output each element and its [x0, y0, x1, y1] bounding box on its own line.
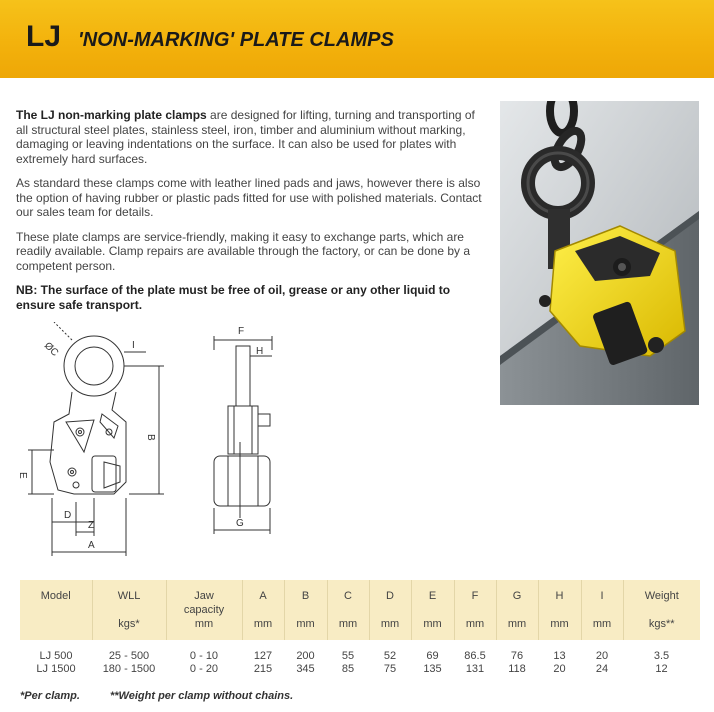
header-line: mm [465, 618, 485, 630]
table-cell: 131 [454, 663, 496, 676]
header-line: kgs** [648, 618, 675, 630]
header-cell [327, 580, 369, 640]
table-body [20, 640, 700, 686]
header-line: B [301, 590, 310, 602]
table-cell: 127 [242, 650, 284, 663]
table-cell: 52 [369, 650, 411, 663]
header-line: I [600, 590, 604, 602]
header-line: D [386, 590, 394, 602]
table-cell: 69 [411, 650, 454, 663]
header-line: Jaw [194, 590, 214, 602]
header-line: mm [507, 618, 527, 630]
header-line: mm [550, 618, 569, 630]
page-title: 'NON-MARKING' PLATE CLAMPS [78, 29, 394, 51]
header-line: mm [592, 618, 612, 630]
header-line [582, 604, 623, 618]
pads-paragraph: As standard these clamps come with leather lined pads and jaws, however there is also the option of having rubber or plastic pads fitted for use with polished materials. Contact our sales team for details. [16, 176, 482, 219]
dim-g-label: G [236, 518, 244, 529]
service-paragraph: These plate clamps are service-friendly, making it easy to exchange parts, which are readily available. Clamp repairs are available through the factory, or can be done by a competent person. [16, 229, 471, 273]
data-rows [20, 650, 700, 676]
header-line: Weight [644, 590, 679, 602]
header-cell [581, 580, 623, 640]
dim-f-label: F [238, 326, 245, 337]
product-code: LJ [26, 20, 62, 53]
product-photo [500, 101, 699, 405]
table-cell: LJ 500 [20, 650, 92, 663]
header-cell [92, 580, 166, 640]
header-cell [454, 580, 496, 640]
dim-d-label: D [64, 510, 72, 521]
header-cell [623, 580, 700, 640]
dim-i-label: I [132, 340, 135, 351]
front-view-drawing [14, 322, 194, 562]
header-line [539, 604, 581, 618]
header-cell [242, 580, 284, 640]
table-cell: 0 - 10 [166, 650, 242, 663]
header-line: C [344, 590, 352, 602]
spec-table [20, 580, 700, 686]
header-line [20, 618, 92, 632]
table-header-row [20, 580, 700, 640]
header-cell [284, 580, 327, 640]
header-line [243, 604, 284, 618]
header-line: mm [423, 618, 442, 630]
header-line: H [555, 590, 564, 602]
intro-rest: are designed for lifting, turning and transporting of all structural steel plates, stainless steel, iron, timber and aluminium without marking, damaging or leaving indentations on the surface. It can also be used for plates with extremely hard surfaces. [16, 108, 475, 166]
header-line [93, 604, 166, 618]
header-line: kgs* [118, 618, 140, 630]
dim-a-label: A [88, 540, 95, 551]
header-line [285, 604, 327, 618]
header-line [624, 604, 701, 618]
table-cell: 85 [327, 663, 369, 676]
header-cell [496, 580, 538, 640]
header-line: mm [380, 618, 400, 630]
header-line: mm [194, 618, 214, 630]
intro-paragraph [16, 108, 482, 166]
title-banner [0, 0, 714, 78]
header-line: mm [296, 618, 315, 630]
table-cell: 86.5 [454, 650, 496, 663]
header-line [497, 604, 538, 618]
header-line: mm [338, 618, 358, 630]
header-line [20, 604, 92, 618]
per-clamp-note: *Per clamp. [20, 690, 80, 702]
header-line: mm [253, 618, 273, 630]
table-cell: 20 [581, 650, 623, 663]
header-line: WLL [117, 590, 141, 602]
header-line [455, 604, 496, 618]
table-cell: LJ 1500 [20, 663, 92, 676]
header-line: A [259, 590, 267, 602]
table-cell: 76 [496, 650, 538, 663]
dim-z-label: Z [88, 520, 95, 531]
header-line: E [428, 590, 437, 602]
table-cell: 345 [284, 663, 327, 676]
dim-h-label: H [256, 346, 264, 357]
header-line: G [512, 590, 522, 602]
table-cell: 215 [242, 663, 284, 676]
table-row [20, 663, 700, 676]
table-cell: 55 [327, 650, 369, 663]
header-cell [411, 580, 454, 640]
table-cell: 25 - 500 [92, 650, 166, 663]
header-line: capacity [183, 604, 225, 616]
header-cell [369, 580, 411, 640]
table-cell: 118 [496, 663, 538, 676]
table-cell: 24 [581, 663, 623, 676]
nb-note: NB: The surface of the plate must be free of oil, grease or any other liquid to ensure safe transport. [16, 283, 451, 312]
dim-e-label: E [17, 472, 28, 479]
header-line [370, 604, 411, 618]
table-cell: 12 [623, 663, 700, 676]
header-line: F [471, 590, 479, 602]
table-cell: 180 - 1500 [92, 663, 166, 676]
table-cell: 0 - 20 [166, 663, 242, 676]
intro-bold: The LJ non-marking plate clamps [16, 108, 207, 122]
side-view-drawing [200, 322, 300, 544]
description [16, 108, 482, 322]
header-cell [166, 580, 242, 640]
header-cell [20, 580, 92, 640]
dim-b-label: B [145, 434, 156, 441]
header-line [412, 604, 454, 618]
table-cell: 135 [411, 663, 454, 676]
table-cell: 200 [284, 650, 327, 663]
table-cell: 13 [538, 650, 581, 663]
header-cell [538, 580, 581, 640]
header-line: Model [40, 590, 71, 602]
table-cell: 20 [538, 663, 581, 676]
weight-note: **Weight per clamp without chains. [110, 690, 294, 702]
header-line [328, 604, 369, 618]
dim-c-label: ØC [41, 340, 61, 359]
table-cell: 3.5 [623, 650, 700, 663]
table-row [20, 650, 700, 663]
table-cell: 75 [369, 663, 411, 676]
